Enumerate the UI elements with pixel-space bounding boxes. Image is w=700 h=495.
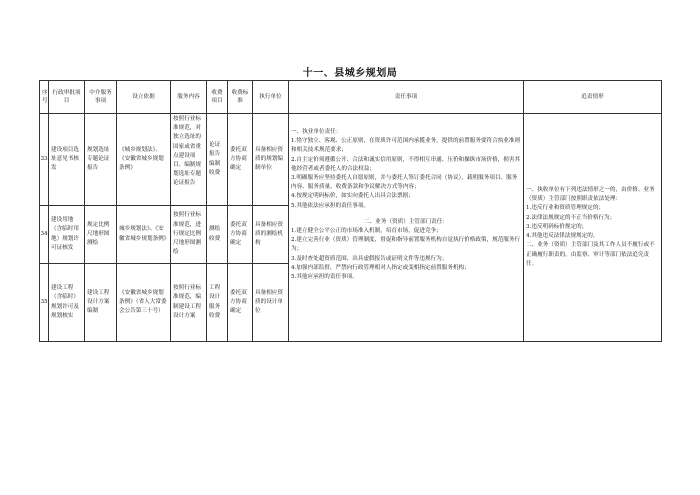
duty-item: 4.加强内部监督，严禁向行政管理相对人指定或变相指定前置服务机构； [291, 264, 470, 271]
header-row [40, 81, 662, 114]
row-agent: 建设工程设计方案编制 [85, 264, 117, 342]
row-content: 按照行业标准规范，进行规定比例尺地形图测绘 [171, 206, 207, 264]
row-item: 建设项目选址意见书核发 [49, 114, 85, 206]
header-accountability: 追责情形 [524, 81, 662, 114]
row-item: 建设工程（含临时）规划许可及规划核实 [49, 264, 85, 342]
row-agent: 规定比例尺地形图测绘 [85, 206, 117, 264]
duty-item: 5.其他应承担的责任事项。 [291, 274, 358, 281]
row-fee-std: 委托双方协商确定 [228, 264, 253, 342]
duty-item: 4.按规定明码标价，如实向委托人出具合法票据； [291, 193, 414, 200]
table-row [40, 114, 662, 206]
duty-item: 2.建立完善行业（资质）管理制度，督促和指导前置服务机构自觉执行价格政策，规范服务行为； [291, 237, 521, 253]
header-duty: 责任事项 [289, 81, 524, 114]
accountability-part1-title: 一、执收单位有下列违法情形之一的，由价格、业务（资质）主管部门按照职责依法处理： [526, 187, 655, 203]
row-seq: 34 [40, 206, 49, 264]
duty-part1-title: 一、执业单位责任： [291, 129, 342, 135]
page-title: 十一、县城乡规划局 [302, 68, 398, 79]
row-basis: 城乡规划法》、《安徽省城乡规划条例》 [117, 206, 171, 264]
row-basis: 《安徽省城乡规划条例》（省人大常委会公告第三十号） [117, 264, 171, 342]
duty-cell [289, 114, 524, 342]
header-agent: 中介服务事项 [85, 81, 117, 114]
header-basis: 设立依据 [117, 81, 171, 114]
row-executor: 具备相应资质的设计单位 [253, 264, 289, 342]
accountability-cell [524, 114, 662, 342]
row-content: 按照行业标准规范，对独立选址的国家或省重点建设项目、编制规划选址专题论证报告 [171, 114, 207, 206]
row-executor: 具备相应资质的规划编制单位 [253, 114, 289, 206]
header-seq: 序号 [40, 81, 49, 114]
header-fee-item: 收费项目 [207, 81, 228, 114]
row-agent: 规划选址专题论证报告 [85, 114, 117, 206]
header-fee-std: 收费标准 [228, 81, 253, 114]
row-fee-item: 论证报告编制收费 [207, 114, 228, 206]
intermediary-services-table [39, 80, 662, 342]
row-seq: 35 [40, 264, 49, 342]
row-basis: 《城乡规划法》、《安徽省城乡规划条例》 [117, 114, 171, 206]
accountability-item: 4.其他违反法律法规规定的。 [526, 233, 599, 240]
duty-item: 3.明确服务应坚持委托人自愿原则，并与委托人签订委托合同（协议），载明服务项目、服务内容、服务质量、收费条款和争议解决方式等内容； [291, 175, 518, 191]
accountability-item: 3.违反明码标价规定的； [526, 223, 588, 230]
row-seq: 33 [40, 114, 49, 206]
row-fee-item: 工程设计服务收费 [207, 264, 228, 342]
accountability-item: 1.违反行业和资质管理规定的； [526, 205, 605, 212]
accountability-part2: 二、业务（资质）主管部门及其工作人员不履行或不正确履行职责的，由监察、审计等部门依法追究责任。 [526, 242, 655, 267]
row-content: 按照行业标准规范，编制建设工程设计方案 [171, 264, 207, 342]
header-executor: 执行单位 [253, 81, 289, 114]
header-item: 行政审批项目 [49, 81, 85, 114]
duty-part2-title: 二、业务（资质）主管部门责任： [364, 218, 448, 225]
row-fee-std: 委托双方协商确定 [228, 114, 253, 206]
accountability-item: 2.法律法规规定的不正当价格行为； [526, 214, 616, 221]
row-executor: 具备相应资质的测绘机构 [253, 206, 289, 264]
duty-item: 1.建立健全公平公正的市场准入机制，培育市场，促进竞争； [291, 228, 442, 235]
row-fee-std: 委托双方协商确定 [228, 206, 253, 264]
duty-item: 5.其他依法应承担的责任事项。 [291, 202, 370, 209]
duty-item: 2.自主定价须遵循公开、合法和诚实信用原则，不得相互串通、压价和操纵市场价格，损害其他经营者或者委托人的合法权益； [291, 156, 521, 172]
header-content: 服务内容 [171, 81, 207, 114]
row-fee-item: 测绘收费 [207, 206, 228, 264]
duty-item: 1.恪守独立、客观、公正原则，在资质许可范围内承揽业务，提供的前置服务要符合执业准则和相关技术规范要求； [291, 138, 521, 154]
row-item: 建设用地（含临时用地）规划许可证核发 [49, 206, 85, 264]
duty-item: 3.及时查处超资质范围、出具虚假报告或证明文件等违规行为； [291, 255, 448, 262]
